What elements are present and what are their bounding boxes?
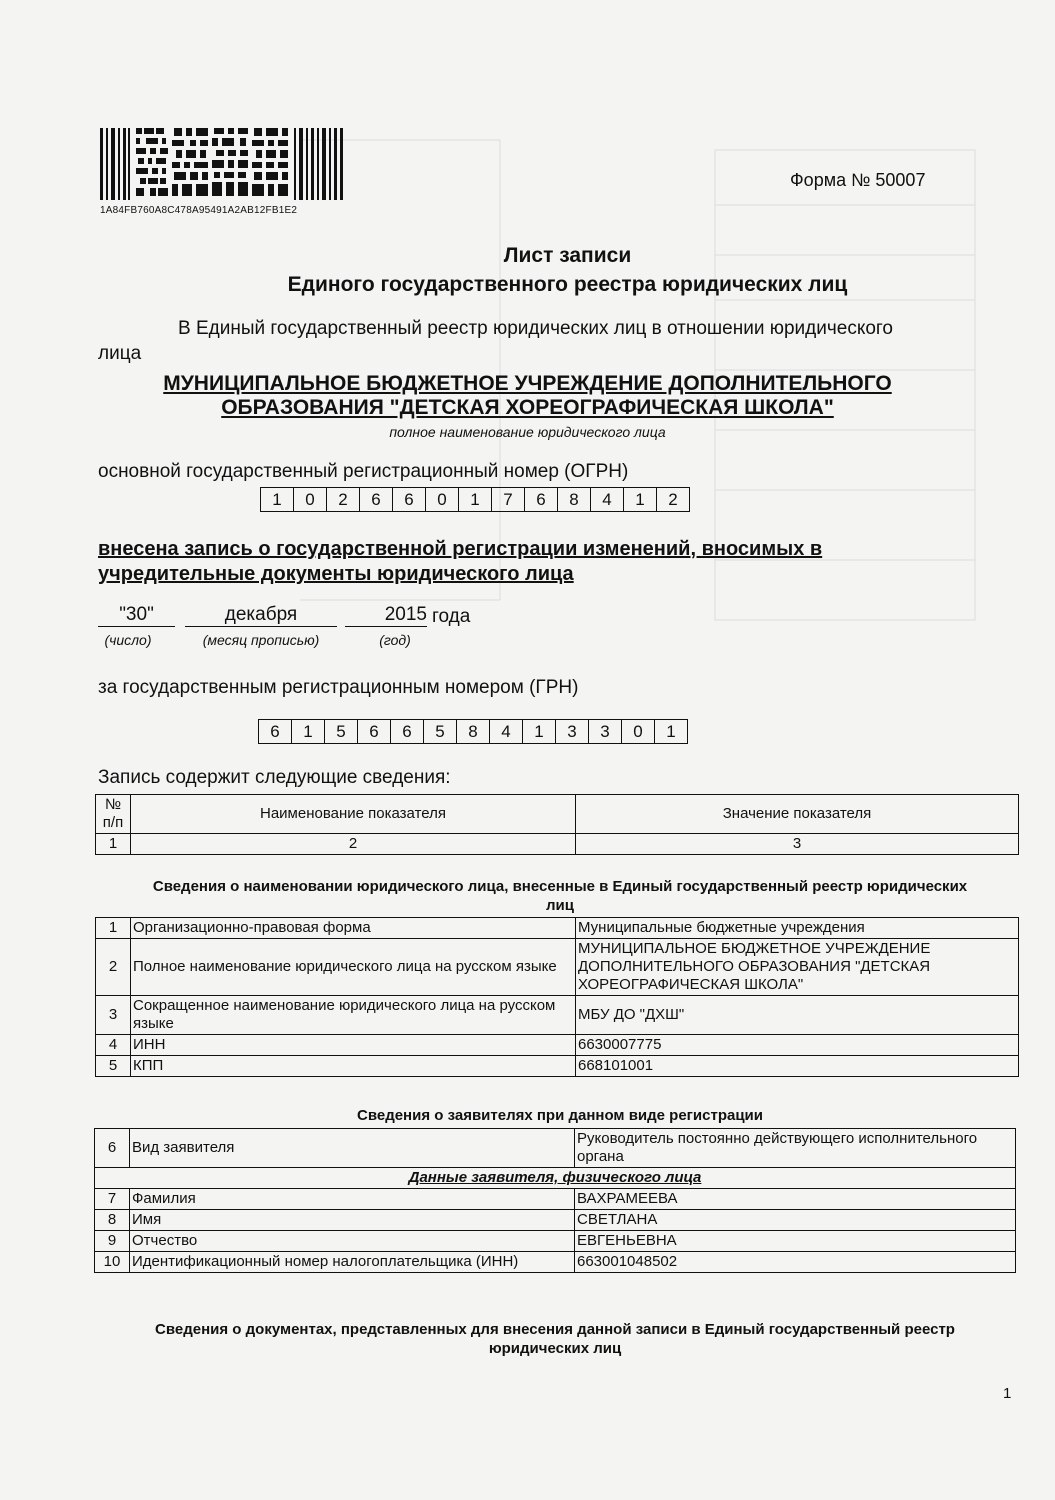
row-number: 4 bbox=[96, 1035, 131, 1056]
row-value: Муниципальные бюджетные учреждения bbox=[576, 918, 1019, 939]
table-row bbox=[96, 996, 1019, 1035]
section-title-applicants: Сведения о заявителях при данном виде регистрации bbox=[357, 1107, 763, 1124]
row-number: 8 bbox=[95, 1210, 130, 1231]
table-row bbox=[96, 795, 1019, 834]
ogrn-digit-boxes bbox=[260, 487, 690, 512]
entry-description-line2: учредительные документы юридического лица bbox=[98, 563, 574, 585]
header-col-value: Значение показателя bbox=[576, 795, 1019, 834]
date-year-caption: (год) bbox=[379, 632, 411, 648]
header-table bbox=[95, 794, 1019, 855]
row-value: МБУ ДО "ДХШ" bbox=[576, 996, 1019, 1035]
row-name: Полное наименование юридического лица на русском языке bbox=[131, 939, 576, 996]
organization-name-caption: полное наименование юридического лица bbox=[389, 424, 666, 440]
row-number: 7 bbox=[95, 1189, 130, 1210]
document-title: Лист записи bbox=[503, 244, 632, 267]
ogrn-digit: 6 bbox=[360, 488, 393, 511]
table-row bbox=[96, 1035, 1019, 1056]
date-month-caption: (месяц прописью) bbox=[202, 632, 320, 648]
row-value: ВАХРАМЕЕВА bbox=[575, 1189, 1016, 1210]
row-name: Организационно-правовая форма bbox=[131, 918, 576, 939]
date-year: 2015 bbox=[345, 604, 427, 627]
table-row bbox=[96, 1056, 1019, 1077]
row-value: 663001048502 bbox=[575, 1252, 1016, 1273]
ogrn-digit: 6 bbox=[393, 488, 426, 511]
grn-digit: 0 bbox=[622, 720, 655, 743]
barcode-icon bbox=[100, 128, 345, 206]
row-number: 10 bbox=[95, 1252, 130, 1273]
entry-description bbox=[98, 537, 822, 587]
contents-label: Запись содержит следующие сведения: bbox=[98, 767, 451, 788]
grn-digit: 5 bbox=[325, 720, 358, 743]
ogrn-digit: 0 bbox=[294, 488, 327, 511]
ogrn-digit: 1 bbox=[261, 488, 294, 511]
section-title-names: Сведения о наименовании юридического лица, внесенные в Единый государственный реестр юридических лиц bbox=[152, 878, 968, 914]
grn-digit: 1 bbox=[292, 720, 325, 743]
ogrn-digit: 0 bbox=[426, 488, 459, 511]
row-name: Фамилия bbox=[130, 1189, 575, 1210]
grn-label: за государственным регистрационным номером (ГРН) bbox=[98, 677, 579, 698]
row-number: 3 bbox=[96, 996, 131, 1035]
row-number: 6 bbox=[95, 1129, 130, 1168]
applicant-subheader: Данные заявителя, физического лица bbox=[95, 1168, 1016, 1189]
row-number: 1 bbox=[96, 918, 131, 939]
page-number: 1 bbox=[1003, 1385, 1012, 1402]
row-value: МУНИЦИПАЛЬНОЕ БЮДЖЕТНОЕ УЧРЕЖДЕНИЕ ДОПОЛНИТЕЛЬНОГО ОБРАЗОВАНИЯ "ДЕТСКАЯ ХОРЕОГРАФИЧЕСКАЯ ШКОЛА" bbox=[576, 939, 1019, 996]
organization-name-line2: ОБРАЗОВАНИЯ "ДЕТСКАЯ ХОРЕОГРАФИЧЕСКАЯ ШКОЛА" bbox=[221, 396, 834, 419]
ogrn-digit: 7 bbox=[492, 488, 525, 511]
row-value: ЕВГЕНЬЕВНА bbox=[575, 1231, 1016, 1252]
section-title-documents: Сведения о документах, представленных для внесения данной записи в Единый государственный реестр юридических лиц bbox=[155, 1321, 955, 1357]
ogrn-digit: 2 bbox=[327, 488, 360, 511]
row-name: Имя bbox=[130, 1210, 575, 1231]
table-row bbox=[95, 1129, 1016, 1168]
row-name: Идентификационный номер налогоплательщика (ИНН) bbox=[130, 1252, 575, 1273]
table-row bbox=[96, 939, 1019, 996]
header-index-1: 1 bbox=[96, 834, 131, 855]
row-name: Сокращенное наименование юридического лица на русском языке bbox=[131, 996, 576, 1035]
applicants-table bbox=[94, 1128, 1016, 1273]
grn-digit: 3 bbox=[589, 720, 622, 743]
table-row bbox=[95, 1231, 1016, 1252]
grn-digit: 6 bbox=[259, 720, 292, 743]
date-day: "30" bbox=[98, 604, 175, 627]
names-table bbox=[95, 917, 1019, 1077]
row-value: СВЕТЛАНА bbox=[575, 1210, 1016, 1231]
table-row bbox=[96, 918, 1019, 939]
grn-digit-boxes bbox=[258, 719, 688, 744]
table-row bbox=[95, 1210, 1016, 1231]
table-row bbox=[96, 834, 1019, 855]
organization-name-line1: МУНИЦИПАЛЬНОЕ БЮДЖЕТНОЕ УЧРЕЖДЕНИЕ ДОПОЛНИТЕЛЬНОГО bbox=[163, 372, 892, 395]
grn-digit: 1 bbox=[523, 720, 556, 743]
grn-digit: 8 bbox=[457, 720, 490, 743]
entry-description-line1: внесена запись о государственной регистрации изменений, вносимых в bbox=[98, 538, 823, 560]
grn-digit: 1 bbox=[666, 722, 676, 741]
header-col-number: № п/п bbox=[96, 795, 131, 834]
ogrn-digit: 2 bbox=[668, 490, 678, 509]
grn-digit: 5 bbox=[424, 720, 457, 743]
date-month: декабря bbox=[185, 604, 337, 627]
grn-digit: 6 bbox=[391, 720, 424, 743]
date-suffix: года bbox=[432, 606, 471, 627]
ogrn-label: основной государственный регистрационный номер (ОГРН) bbox=[98, 461, 629, 482]
row-number: 9 bbox=[95, 1231, 130, 1252]
row-value: 6630007775 bbox=[576, 1035, 1019, 1056]
date-day-caption: (число) bbox=[104, 632, 152, 648]
ogrn-digit: 1 bbox=[624, 488, 657, 511]
organization-name bbox=[130, 372, 925, 420]
intro-text-line1: В Единый государственный реестр юридических лиц в отношении юридического bbox=[178, 318, 893, 339]
row-number: 5 bbox=[96, 1056, 131, 1077]
table-row bbox=[95, 1168, 1016, 1189]
intro-text-line2: лица bbox=[98, 343, 142, 364]
row-name: ИНН bbox=[131, 1035, 576, 1056]
grn-digit: 3 bbox=[556, 720, 589, 743]
ogrn-digit: 1 bbox=[459, 488, 492, 511]
row-name: КПП bbox=[131, 1056, 576, 1077]
barcode-code: 1A84FB760A8C478A95491A2AB12FB1E2 bbox=[100, 205, 298, 216]
grn-digit: 4 bbox=[490, 720, 523, 743]
row-name: Отчество bbox=[130, 1231, 575, 1252]
table-row bbox=[95, 1189, 1016, 1210]
row-number: 2 bbox=[96, 939, 131, 996]
grn-digit: 6 bbox=[358, 720, 391, 743]
header-index-2: 2 bbox=[131, 834, 576, 855]
header-index-3: 3 bbox=[576, 834, 1019, 855]
row-value: 668101001 bbox=[576, 1056, 1019, 1077]
form-number: Форма № 50007 bbox=[790, 170, 926, 190]
header-col-name: Наименование показателя bbox=[131, 795, 576, 834]
table-row bbox=[95, 1252, 1016, 1273]
ogrn-digit: 4 bbox=[591, 488, 624, 511]
ogrn-digit: 6 bbox=[525, 488, 558, 511]
row-name: Вид заявителя bbox=[130, 1129, 575, 1168]
document-subtitle: Единого государственного реестра юридических лиц bbox=[287, 273, 848, 296]
row-value: Руководитель постоянно действующего исполнительного органа bbox=[575, 1129, 1016, 1168]
ogrn-digit: 8 bbox=[558, 488, 591, 511]
